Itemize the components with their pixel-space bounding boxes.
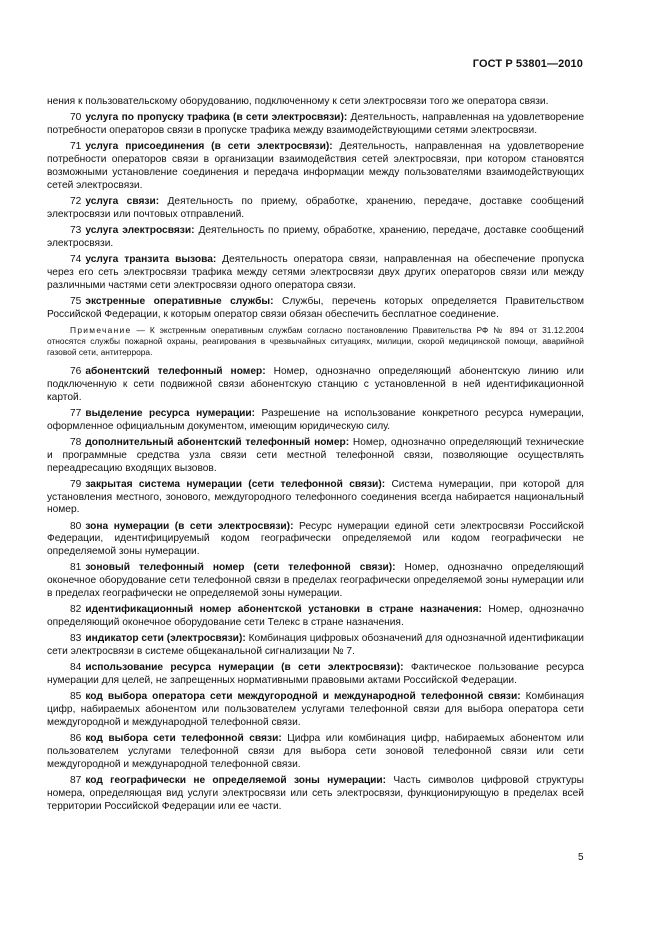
- term-definition: Деятельность по приему, обработке, хранению, передаче, доставке сообщений электросвязи.: [47, 224, 584, 249]
- term-number: 81: [70, 562, 82, 574]
- term-number: 78: [70, 436, 82, 448]
- term-title: услуга электросвязи:: [85, 224, 195, 236]
- term-number: 83: [70, 633, 82, 645]
- term-entry: [47, 633, 584, 659]
- term-title: использование ресурса нумерации (в сети электросвязи):: [85, 662, 404, 674]
- term-entry: [47, 437, 584, 476]
- note-text: — К экстренным оперативным службам согласно постановлению Правительства РФ № 894 от 31.12.2004 относятся службы пожарной охраны, реагирования в чрезвычайных ситуациях, милиции, скорой медицинской помощи, аварийной газовой сети, антитеррора.: [47, 324, 585, 357]
- term-title: услуга по пропуску трафика (в сети электросвязи):: [85, 112, 348, 124]
- term-title: закрытая система нумерации (сети телефонной связи):: [85, 478, 386, 490]
- term-entry: [47, 141, 584, 193]
- term-number: 71: [70, 141, 82, 153]
- intro-paragraph: нения к пользовательскому оборудованию, подключенному к сети электросвязи того же оператора связи.: [47, 96, 549, 107]
- term-entry: [47, 604, 584, 630]
- term-entry: [47, 691, 584, 730]
- term-number: 85: [70, 691, 82, 703]
- term-number: 87: [70, 775, 82, 787]
- term-title: зоновый телефонный номер (сети телефонной связи):: [85, 562, 396, 574]
- term-title: экстренные оперативные службы:: [85, 295, 274, 307]
- term-entry: [47, 562, 584, 601]
- term-definition: Часть символов цифровой структуры номера, определяющая вид услуги электросвязи или сеть электросвязи, функционирующую в пределах всей территории Российской Федерации или ее части.: [47, 775, 584, 812]
- term-number: 82: [70, 604, 82, 616]
- term-definition: Деятельность, направленная на удовлетворение потребности операторов связи в организации взаимодействия сетей электросвязи, при котором становятся возможными установление соединения и передача информации между пользователями взаимодействующих сетей электросвязи.: [47, 141, 584, 191]
- term-title: услуга транзита вызова:: [85, 253, 217, 265]
- term-entry: [47, 662, 584, 688]
- term-entry: [47, 366, 584, 405]
- term-number: 77: [70, 407, 82, 419]
- term-title: идентификационный номер абонентской установки в стране назначения:: [85, 604, 482, 616]
- term-definition: Номер, однозначно определяющий оконечное оборудование сети Телекс в стране назначения.: [47, 604, 584, 629]
- terms-list-b: [47, 366, 584, 814]
- term-entry: [47, 733, 584, 772]
- term-entry: [47, 521, 584, 560]
- term-definition: Разрешение на использование конкретного ресурса нумерации, оформленное официальным документом, имеющим юридическую силу.: [47, 407, 584, 432]
- term-entry: [47, 479, 584, 518]
- document-header: ГОСТ Р 53801—2010: [472, 58, 583, 70]
- term-number: 74: [70, 253, 82, 265]
- terms-list-a: [47, 112, 584, 322]
- term-definition: Службы, перечень которых определяется Правительством Российской Федерации, к которым оператор связи обязан обеспечить бесплатное соединение.: [47, 295, 584, 320]
- term-definition: Ресурс нумерации единой сети электросвязи Российской Федерации, идентифицируемый кодом географически определяемой или кодом географически не определяемой зоны нумерации.: [47, 520, 584, 558]
- note: [47, 325, 584, 358]
- term-title: дополнительный абонентский телефонный номер:: [85, 436, 350, 448]
- term-entry: [47, 296, 584, 322]
- term-definition: Система нумерации, при которой для установления местного, зонового, междугородного телефонного соединения всегда набирается национальный номер.: [47, 478, 584, 516]
- term-entry: [47, 112, 584, 138]
- term-definition: Цифра или комбинация цифр, набираемых абонентом или пользователем услугами телефонной связи для выбора сети зоновой телефонной связи или сети междугородной и международной телефонной связи.: [47, 733, 584, 771]
- term-definition: Комбинация цифр, набираемых абонентом или пользователем услугами телефонной связи для выбора оператора сети междугородной и международной телефонной связи.: [47, 691, 584, 729]
- term-number: 86: [70, 733, 82, 745]
- term-number: 76: [70, 365, 82, 377]
- term-definition: Комбинация цифровых обозначений для однозначной идентификации сети электросвязи в системе общеканальной сигнализации № 7.: [47, 633, 584, 658]
- term-number: 80: [70, 520, 82, 532]
- term-number: 84: [70, 662, 82, 674]
- term-definition: Номер, однозначно определяющий абонентскую линию или подключенную к сети подвижной связи абонентскую станцию с установленной в ней идентификационной картой.: [47, 365, 585, 403]
- term-definition: Деятельность, направленная на удовлетворение потребности операторов связи в пропуске трафика между взаимодействующими сетями электросвязи.: [47, 112, 584, 136]
- note-label: Примечание: [70, 324, 132, 335]
- term-entry: [47, 775, 584, 814]
- document-body: [47, 96, 584, 817]
- term-definition: Фактическое пользование ресурса нумерации для целей, не запрещенных нормативными правовыми актами Российской Федерации.: [47, 662, 584, 687]
- term-number: 70: [70, 112, 82, 124]
- term-definition: Деятельность оператора связи, направленная на обеспечение пропуска через его сеть электросвязи трафика между сетями электросвязи двух других операторов связи или между различными частями сети электросвязи одного оператора связи.: [47, 253, 584, 291]
- term-title: код выбора сети телефонной связи:: [85, 733, 282, 745]
- term-definition: Номер, однозначно определяющий технические и программные средства узла связи сети местной телефонной связи, позволяющие осуществлять переадресацию входящих вызовов.: [47, 436, 584, 474]
- term-entry: [47, 196, 584, 222]
- term-number: 73: [70, 224, 82, 236]
- term-title: услуга присоединения (в сети электросвязи):: [85, 141, 333, 153]
- term-title: услуга связи:: [85, 195, 160, 207]
- term-number: 72: [70, 195, 82, 207]
- term-definition: Деятельность по приему, обработке, хранению, передаче, доставке сообщений электросвязи или почтовых отправлений.: [47, 195, 585, 220]
- term-title: выделение ресурса нумерации:: [85, 407, 256, 419]
- page-number: 5: [578, 852, 584, 863]
- term-title: абонентский телефонный номер:: [85, 365, 266, 377]
- term-definition: Номер, однозначно определяющий оконечное оборудование сети телефонной связи в пределах географически определяемой зоны нумерации или в пределах географически не определяемой зоны нумерации.: [47, 562, 584, 600]
- term-entry: [47, 408, 584, 434]
- term-number: 79: [70, 478, 82, 490]
- term-title: код географически не определяемой зоны нумерации:: [85, 775, 387, 787]
- term-entry: [47, 225, 584, 251]
- term-title: индикатор сети (электросвязи):: [85, 633, 246, 645]
- term-title: зона нумерации (в сети электросвязи):: [85, 520, 294, 532]
- term-number: 75: [70, 295, 82, 307]
- term-title: код выбора оператора сети междугородной и международной телефонной связи:: [85, 691, 521, 703]
- term-entry: [47, 254, 584, 293]
